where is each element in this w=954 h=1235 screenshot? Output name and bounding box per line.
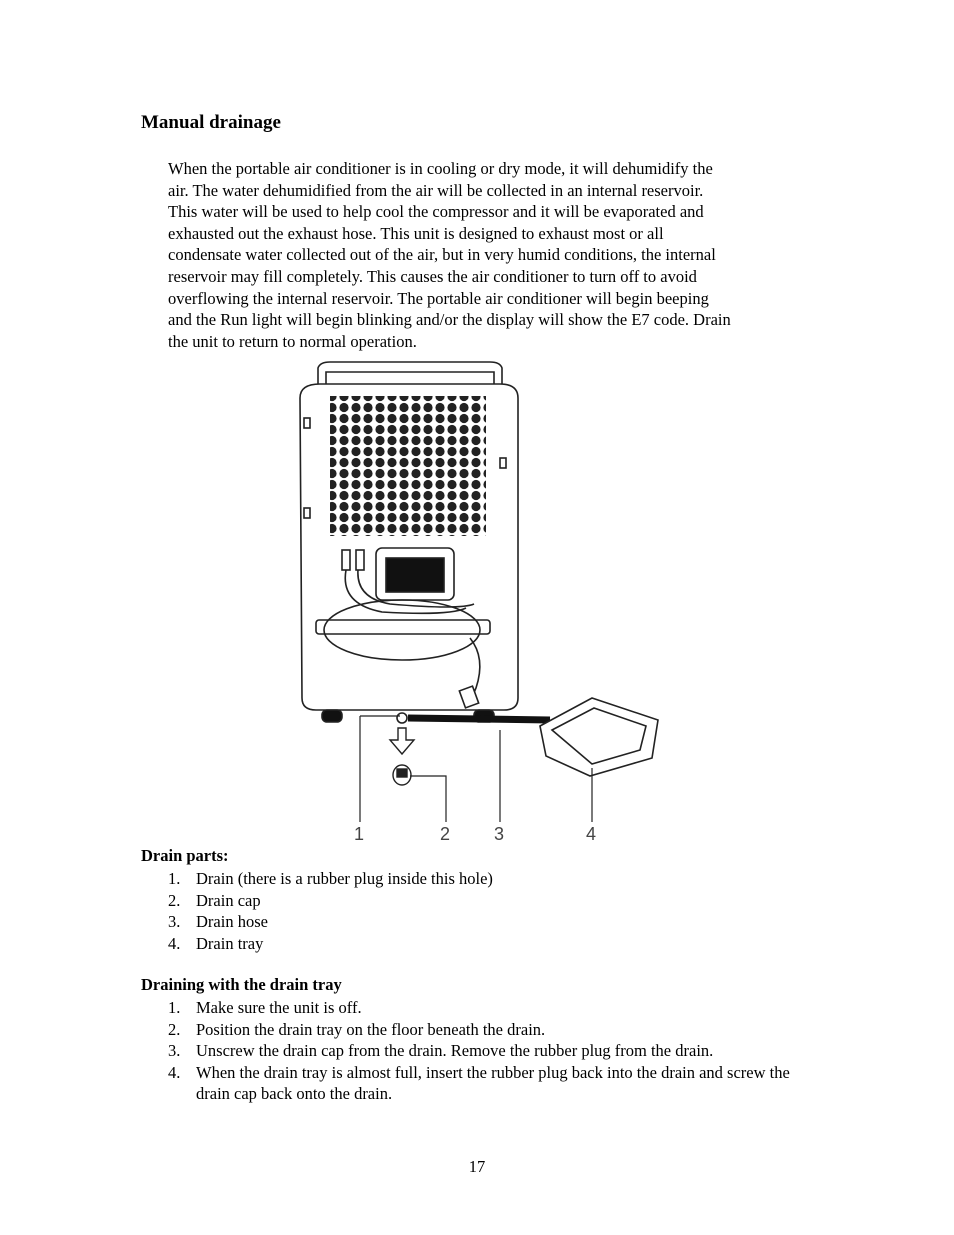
draining-steps-list — [168, 997, 808, 1105]
callout-4: 4 — [586, 824, 597, 844]
section-heading: Manual drainage — [141, 112, 281, 133]
intro-line: condensate water collected out of the air, but in very humid conditions, the internal — [168, 245, 716, 265]
drain-tray — [540, 698, 658, 776]
list-item: 1. Make sure the unit is off. — [168, 998, 362, 1017]
callout-3: 3 — [494, 824, 505, 844]
list-item: 4. Drain tray — [168, 933, 264, 953]
list-item: 1. Drain (there is a rubber plug inside this hole) — [168, 869, 493, 888]
intro-line: air. The water dehumidified from the air will be collected in an internal reservoir. — [168, 180, 704, 200]
intro-line: exhausted out the exhaust hose. This unit is designed to exhaust most or all — [168, 223, 664, 243]
intro-line: overflowing the internal reservoir. The portable air conditioner will begin beeping — [168, 288, 709, 308]
intro-line: the unit to return to normal operation. — [168, 331, 417, 351]
list-item: 3. Drain hose — [168, 912, 268, 932]
drain-parts-list — [168, 868, 808, 954]
drain-cap — [393, 765, 411, 785]
drain-hose — [408, 718, 550, 720]
list-item: 2. Position the drain tray on the floor beneath the drain. — [168, 1019, 546, 1039]
callout-1: 1 — [354, 824, 365, 844]
drain-parts-title: Drain parts: — [141, 846, 229, 865]
intro-line: This water will be used to help cool the compressor and it will be evaporated and — [168, 202, 704, 222]
list-item: 3. Unscrew the drain cap from the drain. Remove the rubber plug from the drain. — [168, 1041, 714, 1061]
intro-line: When the portable air conditioner is in cooling or dry mode, it will dehumidify the — [168, 159, 713, 178]
drain-illustration — [290, 358, 670, 848]
page-number: 17 — [468, 1157, 486, 1176]
callout-2: 2 — [440, 824, 451, 844]
intro-paragraph — [168, 158, 813, 352]
list-item: 2. Drain cap — [168, 890, 261, 910]
unit-body — [300, 362, 518, 723]
list-item: 4. When the drain tray is almost full, insert the rubber plug back into the drain and screw the drain cap back onto the drain. — [168, 1062, 790, 1104]
intro-line: and the Run light will begin blinking and/or the display will show the E7 code. Drain — [168, 310, 731, 330]
draining-title: Draining with the drain tray — [141, 975, 342, 994]
intro-line: reservoir may fill completely. This causes the air conditioner to turn off to avoid — [168, 266, 697, 286]
arrow-down-icon — [390, 728, 414, 754]
